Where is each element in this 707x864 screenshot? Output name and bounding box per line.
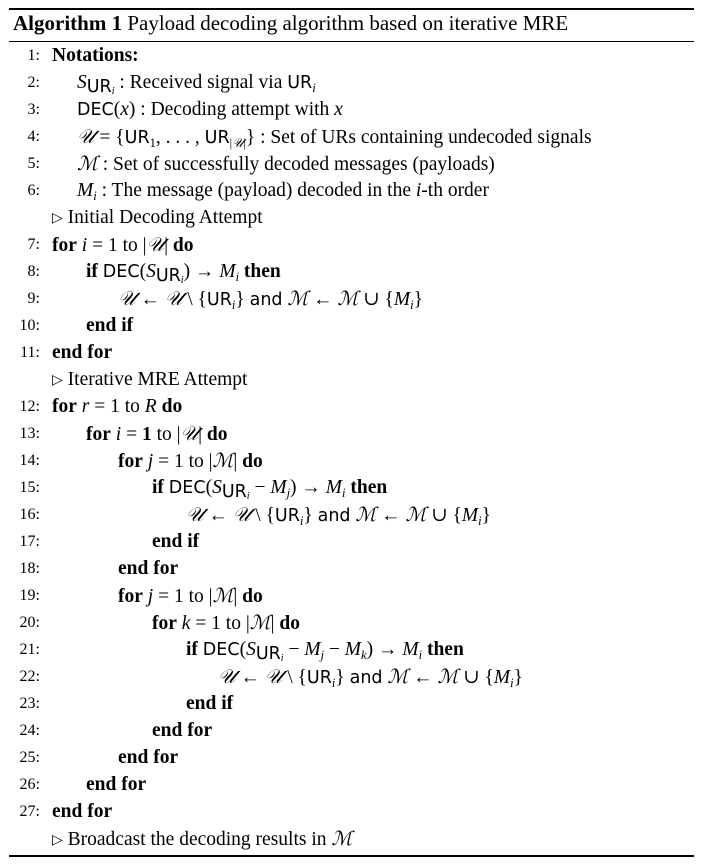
line-number: 25: [19, 749, 40, 766]
line-text: if $DEC(S_{UR_i} - M_j) \to M_i$ then [152, 477, 388, 502]
line-number: 18: [19, 560, 40, 577]
line-text: for k = 1 to |ℳ| do [152, 611, 301, 634]
line-number: 21: [19, 641, 40, 658]
line-text: if $DEC(S_{UR_i}) \to M_i$ then [86, 261, 281, 286]
line-text: end for [118, 558, 179, 579]
line-text: ▷ Iterative MRE Attempt [52, 369, 248, 390]
line-text: end for [118, 747, 179, 768]
line-text: DEC(x) : Decoding attempt with x [77, 99, 343, 120]
algorithm-caption [13, 11, 568, 36]
line-text: end for [86, 774, 147, 795]
line-text: for i = 1 to |𝒰| do [86, 422, 228, 445]
line-number: 11: [20, 344, 40, 361]
line-text: 𝒰 ← 𝒰 \ $\{UR_i\}$ and ℳ ← ℳ ∪ $\{M_i\}$ [186, 503, 491, 528]
line-number: 23: [19, 695, 40, 712]
line-number: 14: [19, 452, 40, 469]
algorithm-label: Algorithm 1 [13, 11, 123, 35]
line-number: 6: [27, 182, 40, 199]
line-number: 9: [27, 290, 40, 307]
line-text: $M_i$ : The message (payload) decoded in the i-th order [77, 180, 489, 203]
line-text: end for [152, 720, 213, 741]
line-number: 7: [27, 236, 40, 253]
line-text: end if [152, 531, 200, 552]
line-number: 13: [19, 425, 40, 442]
line-number: 26: [19, 776, 40, 793]
line-number: 10: [19, 317, 40, 334]
line-text: $S_{UR_i}$ : Received signal via $UR_i$ [77, 72, 316, 97]
line-text: end if [186, 693, 234, 714]
bottom-rule [9, 855, 694, 857]
line-text: 𝒰 ← 𝒰 \ $\{UR_i\}$ and ℳ ← ℳ ∪ $\{M_i\}$ [218, 665, 523, 690]
triangle-icon: ▷ [52, 832, 63, 848]
line-number: 17: [19, 533, 40, 550]
line-text: ▷ Initial Decoding Attempt [52, 207, 263, 228]
algorithm-title: Payload decoding algorithm based on iterative MRE [127, 11, 569, 35]
line-text: ▷ Broadcast the decoding results in ℳ [52, 827, 353, 850]
line-text: for j = 1 to |ℳ| do [118, 449, 263, 472]
line-text: end for [52, 801, 113, 822]
line-number: 22: [19, 668, 40, 685]
top-rule [9, 8, 694, 10]
caption-rule [9, 41, 694, 42]
line-number: 3: [27, 101, 40, 118]
line-text: 𝒰 = {$UR_1$, . . . , $UR_{|𝒰|}$} : Set of URs containing undecoded signals [77, 125, 592, 150]
line-number: 5: [27, 155, 40, 172]
line-number: 15: [19, 479, 40, 496]
triangle-icon: ▷ [52, 372, 63, 388]
line-text: 𝒰 ← 𝒰 \ $\{UR_i\}$ and ℳ ← ℳ ∪ $\{M_i\}$ [118, 287, 423, 312]
line-text: ℳ : Set of successfully decoded messages (payloads) [77, 152, 495, 175]
line-number: 16: [19, 506, 40, 523]
line-text: for i = 1 to |𝒰| do [52, 233, 194, 256]
line-text: if $DEC(S_{UR_i} - M_j - M_k) \to M_i$ then [186, 639, 464, 664]
line-number: 27: [19, 803, 40, 820]
triangle-icon: ▷ [52, 210, 63, 226]
line-text: for r = 1 to R do [52, 396, 183, 417]
line-number: 12: [19, 398, 40, 415]
line-number: 24: [19, 722, 40, 739]
line-number: 20: [19, 614, 40, 631]
line-number: 8: [27, 263, 40, 280]
line-number: 1: [27, 47, 40, 64]
line-text: end for [52, 342, 113, 363]
line-number: 2: [27, 74, 40, 91]
line-text: end if [86, 315, 134, 336]
line-text: for j = 1 to |ℳ| do [118, 584, 263, 607]
line-text: Notations: [52, 45, 139, 66]
line-number: 4: [27, 128, 40, 145]
line-number: 19: [19, 587, 40, 604]
